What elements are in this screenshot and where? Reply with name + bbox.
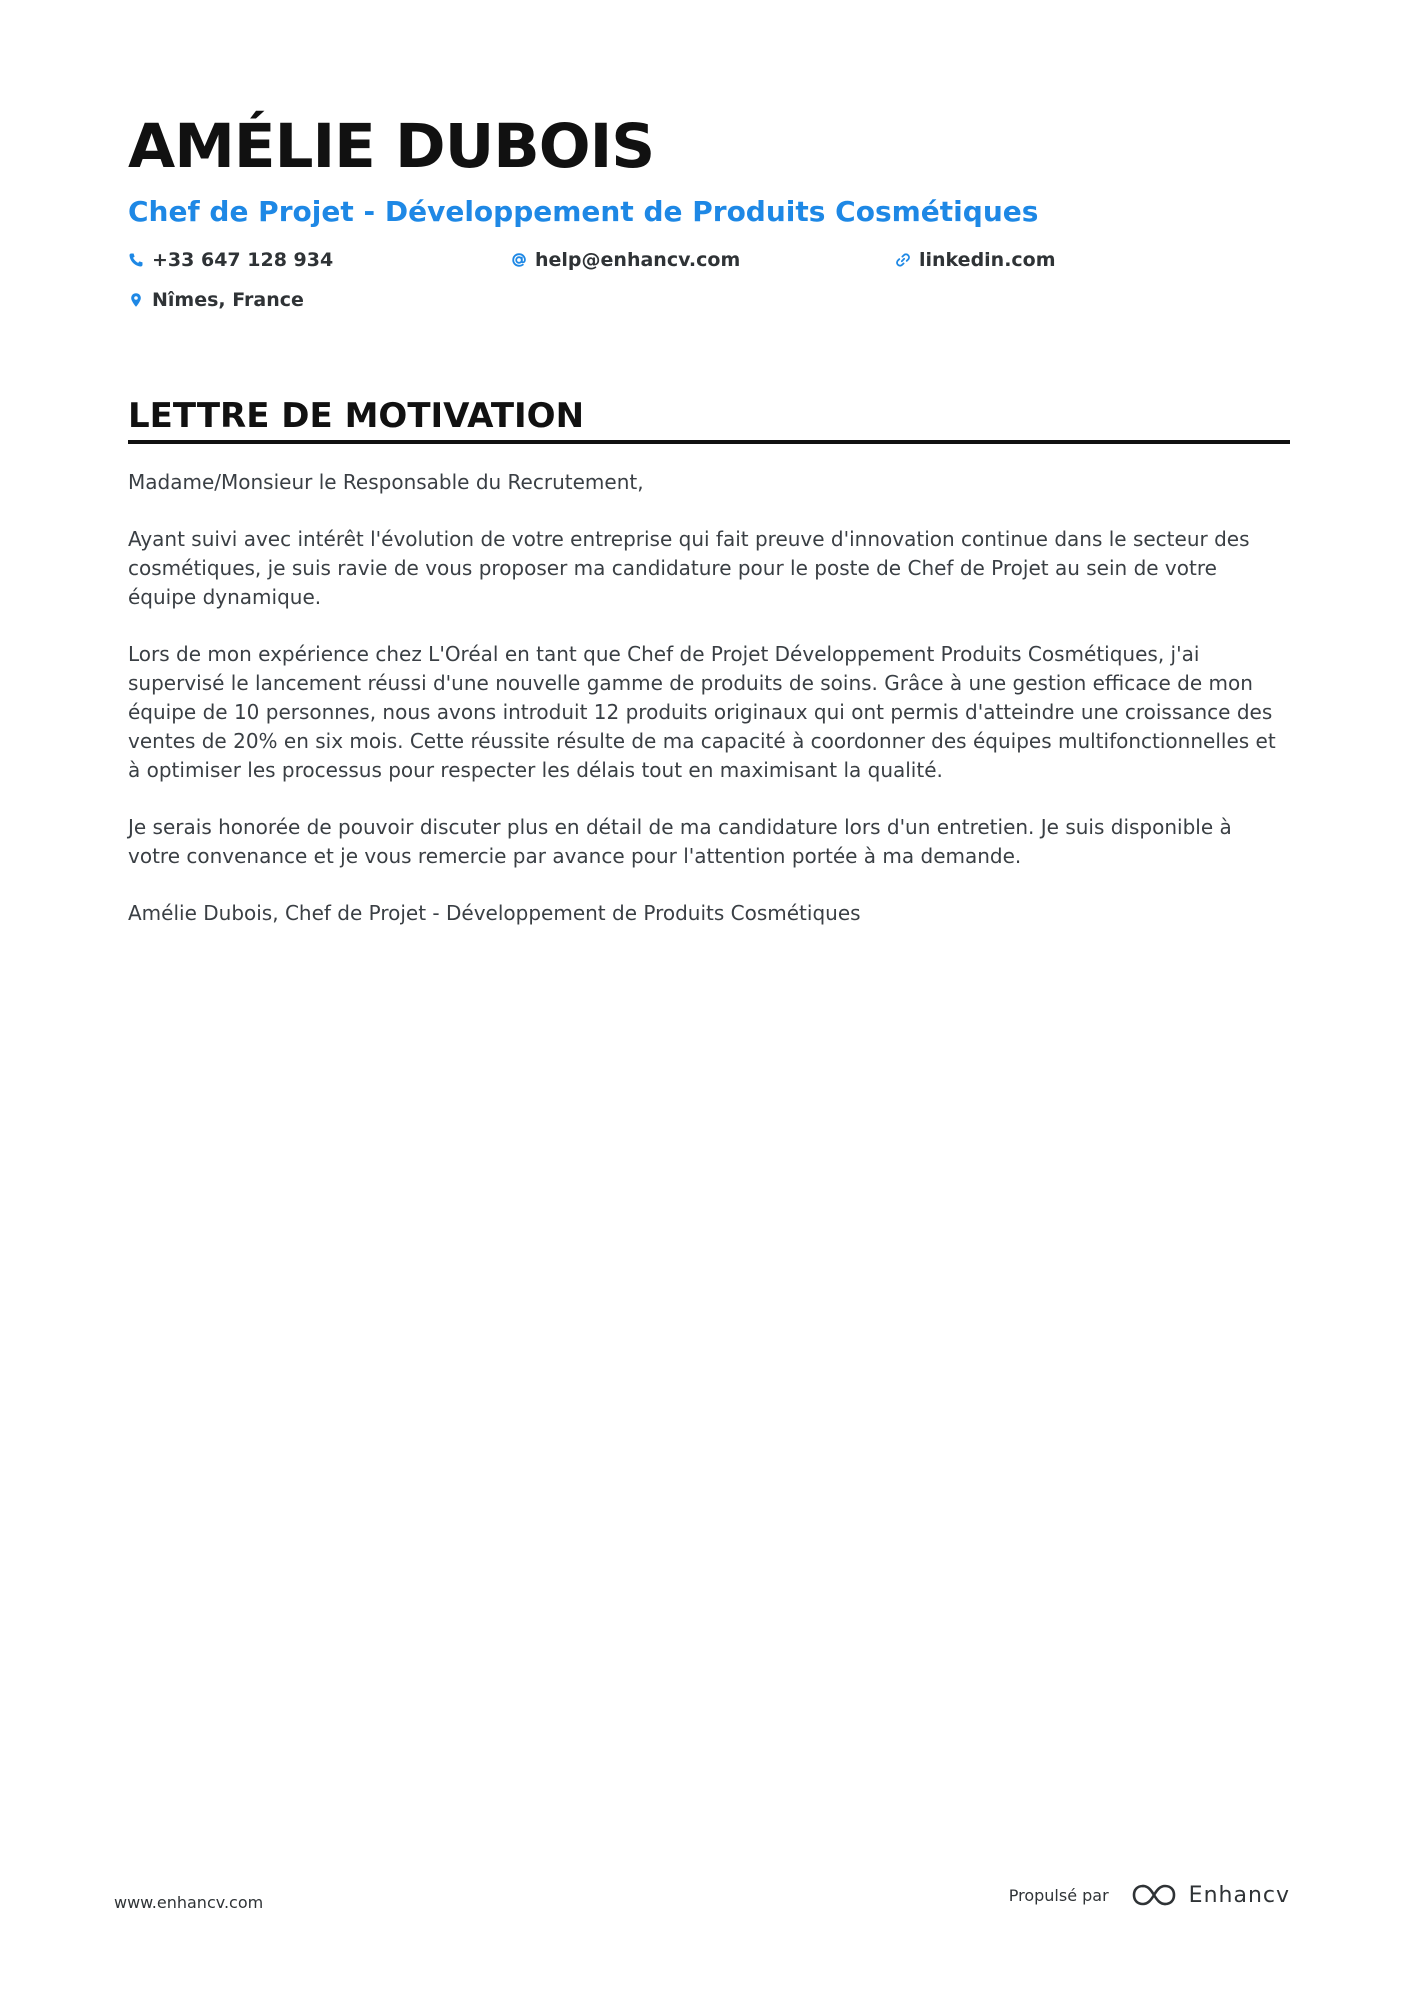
section-title: LETTRE DE MOTIVATION xyxy=(128,394,1290,444)
salutation: Madame/Monsieur le Responsable du Recrutement, xyxy=(128,470,644,494)
linkedin-link[interactable]: linkedin.com xyxy=(919,249,1056,271)
contact-info xyxy=(128,246,1290,326)
header xyxy=(128,108,1290,326)
footer-branding xyxy=(1009,1882,1290,1908)
enhancv-logo-icon xyxy=(1131,1882,1177,1908)
signature: Amélie Dubois, Chef de Projet - Développement de Produits Cosmétiques xyxy=(128,901,861,925)
powered-by-label: Propulsé par xyxy=(1008,1885,1109,1905)
phone-number: +33 647 128 934 xyxy=(152,249,334,271)
brand-name: Enhancv xyxy=(1188,1882,1290,1908)
letter-body xyxy=(128,468,1288,956)
at-sign-icon xyxy=(511,252,527,268)
contact-linkedin xyxy=(895,246,1056,274)
contact-phone xyxy=(128,246,333,274)
contact-location xyxy=(128,286,304,314)
candidate-name: AMÉLIE DUBOIS xyxy=(128,111,655,182)
letter-paragraph: Lors de mon expérience chez L'Oréal en tant que Chef de Projet Développement Produits Cosmétiques, j'ai supervisé le lancement réussi d'une nouvelle gamme de produits de soins. Grâce à une gestion efficace de mon équipe de 10 personnes, nous avons introduit 12 produits originaux qui ont permis d'atteindre une croissance des ventes de 20% en six mois. Cette réussite résulte de ma capacité à coordonner des équipes multifonctionnelles et à optimiser les processus pour respecter les délais tout en maximisant la qualité. xyxy=(128,642,1276,782)
map-pin-icon xyxy=(128,292,144,308)
footer-website[interactable]: www.enhancv.com xyxy=(114,1893,264,1912)
contact-email xyxy=(511,246,740,274)
candidate-role: Chef de Projet - Développement de Produits Cosmétiques xyxy=(128,195,1039,228)
location: Nîmes, France xyxy=(152,289,304,311)
letter-paragraph: Ayant suivi avec intérêt l'évolution de votre entreprise qui fait preuve d'innovation continue dans le secteur des cosmétiques, je suis ravie de vous proposer ma candidature pour le poste de Chef de Projet au sein de votre équipe dynamique. xyxy=(128,527,1250,609)
letter-paragraph: Je serais honorée de pouvoir discuter plus en détail de ma candidature lors d'un entretien. Je suis disponible à votre convenance et je vous remercie par avance pour l'attention portée à ma demande. xyxy=(128,815,1232,868)
link-icon xyxy=(895,252,911,268)
phone-icon xyxy=(128,252,144,268)
brand-logo[interactable] xyxy=(1131,1882,1290,1908)
email-address[interactable]: help@enhancv.com xyxy=(535,249,741,271)
